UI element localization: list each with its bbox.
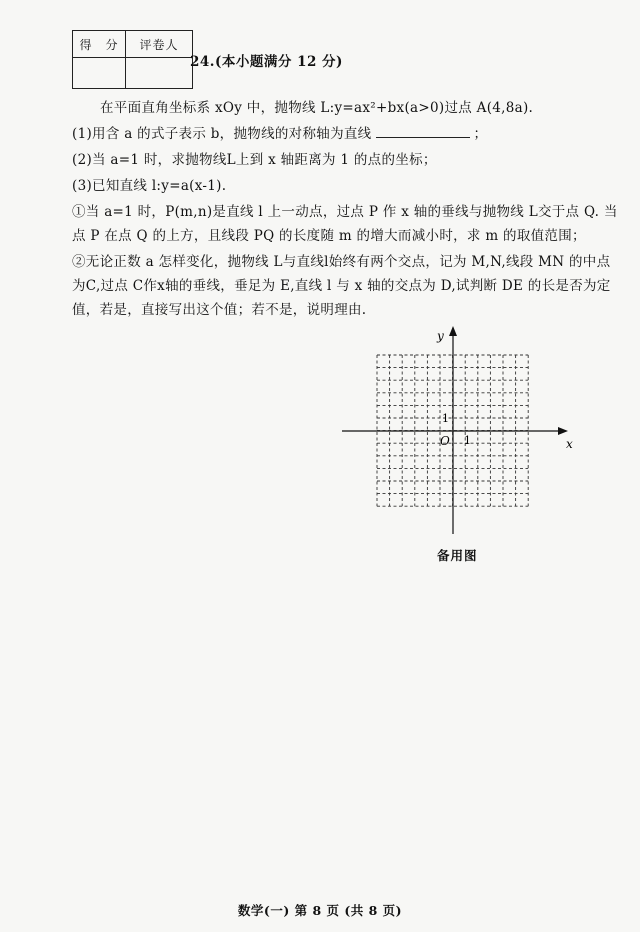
grader-cell: [126, 58, 193, 89]
origin-label: O: [440, 434, 450, 448]
sub-question-2-line-2: 为C,过点 C作x轴的垂线，垂足为 E,直线 l 与 x 轴的交点为 D,试判断 DE 的长是否为定: [72, 278, 611, 294]
y-unit-label: 1: [442, 412, 449, 425]
score-cell: [73, 58, 126, 89]
part-1-end: ；: [473, 126, 488, 142]
score-table: [72, 30, 193, 89]
y-axis-arrow-icon: [449, 326, 457, 336]
x-unit-label: 1: [464, 434, 471, 447]
y-axis-label: y: [437, 329, 444, 343]
x-axis-label: x: [566, 437, 573, 451]
sub-question-1-line-2: 点 P 在点 Q 的上方，且线段 PQ 的长度随 m 的增大而减小时，求 m 的取值范围；: [72, 228, 586, 244]
grader-header: 评卷人: [126, 31, 193, 58]
question-title: 24.(本小题满分 12 分): [190, 54, 343, 70]
figure-caption: 备用图: [437, 548, 478, 563]
x-axis-arrow-icon: [558, 427, 568, 435]
coordinate-grid-figure: [336, 322, 580, 542]
score-header: 得 分: [73, 31, 126, 58]
part-1-text: (1)用含 a 的式子表示 b，抛物线的对称轴为直线: [72, 126, 372, 142]
sub-question-2-line-1: ②无论正数 a 怎样变化，抛物线 L与直线l始终有两个交点，记为 M,N,线段 MN 的中点: [72, 254, 611, 270]
part-1: [72, 122, 487, 142]
question-intro: 在平面直角坐标系 xOy 中，抛物线 L:y=ax²+bx(a>0)过点 A(4,8a).: [100, 100, 534, 116]
sub-question-1-line-1: ①当 a=1 时，P(m,n)是直线 l 上一动点，过点 P 作 x 轴的垂线与抛物线 L交于点 Q. 当: [72, 204, 618, 220]
sub-question-2-line-3: 值，若是，直接写出这个值；若不是，说明理由.: [72, 302, 367, 318]
page-footer: 数学(一) 第 8 页 (共 8 页): [237, 903, 403, 918]
part-2: (2)当 a=1 时，求抛物线L上到 x 轴距离为 1 的点的坐标；: [72, 152, 437, 168]
answer-blank[interactable]: [376, 123, 470, 138]
part-3: (3)已知直线 l:y=a(x-1).: [72, 178, 227, 194]
